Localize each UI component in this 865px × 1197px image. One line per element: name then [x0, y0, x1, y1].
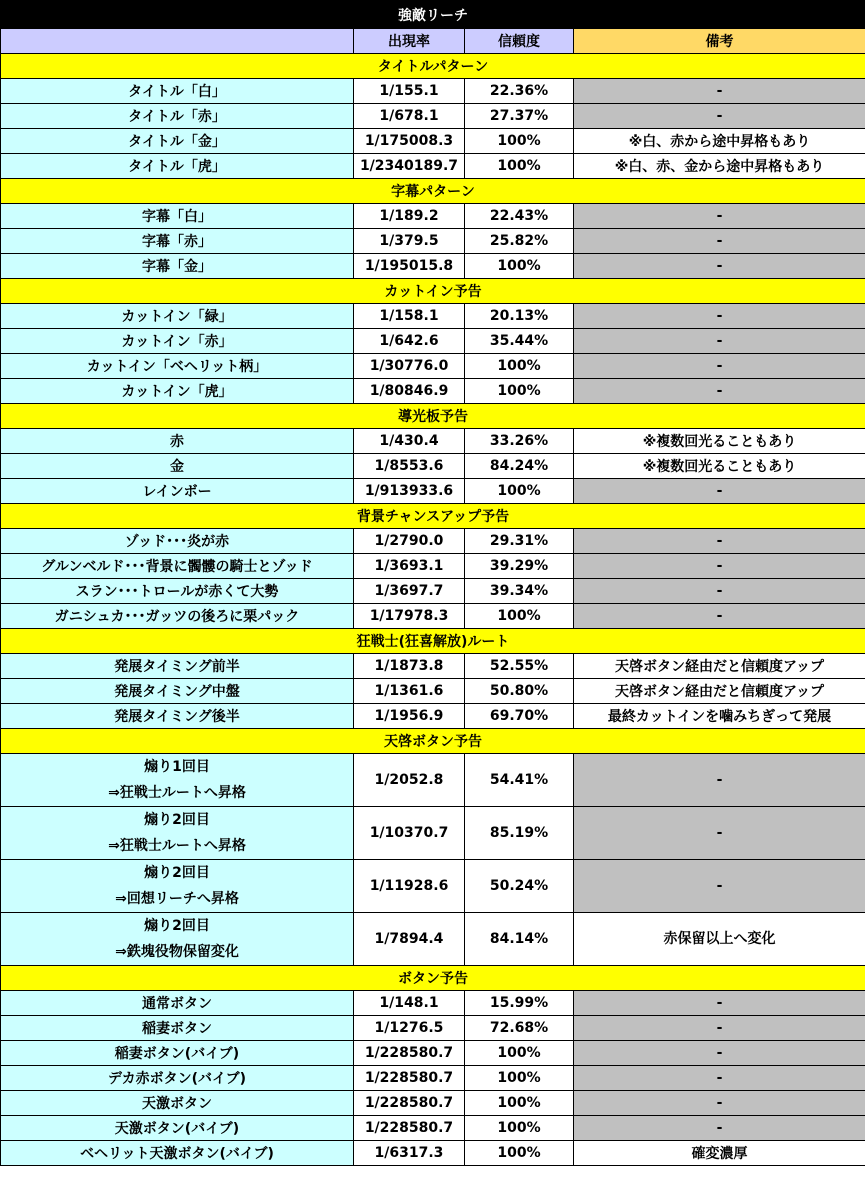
appearance-rate: 1/228580.7	[354, 1066, 465, 1091]
remarks: 最終カットインを噛みちぎって発展	[574, 704, 865, 729]
item-name	[1, 654, 354, 679]
item-name-line: 天激ボタン(バイブ)	[114, 1121, 240, 1137]
reliability: 84.14%	[465, 913, 574, 966]
item-name	[1, 254, 354, 279]
remarks: -	[574, 329, 865, 354]
remarks: -	[574, 807, 865, 860]
appearance-rate: 1/3693.1	[354, 554, 465, 579]
table-row	[1, 1116, 865, 1141]
section-title: 背景チャンスアップ予告	[1, 504, 865, 529]
item-name-line: 金	[170, 459, 184, 475]
header-memo: 備考	[574, 29, 865, 54]
item-name-line: ゾッド･･･炎が赤	[124, 534, 230, 550]
table-row	[1, 704, 865, 729]
reliability: 100%	[465, 379, 574, 404]
table-row	[1, 79, 865, 104]
remarks: -	[574, 754, 865, 807]
appearance-rate: 1/8553.6	[354, 454, 465, 479]
reliability: 100%	[465, 1041, 574, 1066]
item-name-line: 通常ボタン	[142, 996, 212, 1012]
reliability: 33.26%	[465, 429, 574, 454]
table-row	[1, 204, 865, 229]
item-name-line: タイトル「虎」	[128, 159, 226, 175]
item-name	[1, 1141, 354, 1166]
reliability: 22.43%	[465, 204, 574, 229]
reliability: 100%	[465, 1091, 574, 1116]
section-header-row	[1, 179, 865, 204]
remarks: -	[574, 1066, 865, 1091]
remarks: -	[574, 479, 865, 504]
remarks: ※白、赤、金から途中昇格もあり	[574, 154, 865, 179]
table-row	[1, 1141, 865, 1166]
reliability: 100%	[465, 1066, 574, 1091]
remarks: 天啓ボタン経由だと信頼度アップ	[574, 654, 865, 679]
item-name-line: 天激ボタン	[142, 1096, 212, 1112]
table-row	[1, 1091, 865, 1116]
header-rate: 出現率	[354, 29, 465, 54]
reliability: 100%	[465, 129, 574, 154]
section-header-row	[1, 54, 865, 79]
remarks: -	[574, 379, 865, 404]
item-name	[1, 304, 354, 329]
table-row	[1, 454, 865, 479]
remarks: 確変濃厚	[574, 1141, 865, 1166]
appearance-rate: 1/678.1	[354, 104, 465, 129]
remarks: -	[574, 104, 865, 129]
item-name-line: 字幕「金」	[142, 259, 212, 275]
remarks: -	[574, 1041, 865, 1066]
appearance-rate: 1/11928.6	[354, 860, 465, 913]
item-name-line: 煽り2回目	[144, 918, 210, 934]
item-name-line: ⇒狂戦士ルートへ昇格	[108, 838, 246, 854]
section-header-row	[1, 504, 865, 529]
table-row	[1, 860, 865, 913]
header-trust: 信頼度	[465, 29, 574, 54]
table-row	[1, 754, 865, 807]
remarks: -	[574, 354, 865, 379]
appearance-rate: 1/1873.8	[354, 654, 465, 679]
appearance-rate: 1/175008.3	[354, 129, 465, 154]
remarks: ※複数回光ることもあり	[574, 429, 865, 454]
appearance-rate: 1/17978.3	[354, 604, 465, 629]
item-name	[1, 479, 354, 504]
table-row	[1, 479, 865, 504]
item-name	[1, 154, 354, 179]
table-row	[1, 354, 865, 379]
item-name-line: カットイン「緑」	[121, 309, 233, 325]
item-name	[1, 429, 354, 454]
table-row	[1, 104, 865, 129]
appearance-rate: 1/189.2	[354, 204, 465, 229]
item-name-line: 発展タイミング中盤	[114, 684, 240, 700]
header-name	[1, 29, 354, 54]
item-name	[1, 229, 354, 254]
item-name-line: 字幕「赤」	[142, 234, 212, 250]
item-name-line: 発展タイミング前半	[114, 659, 240, 675]
table-row	[1, 579, 865, 604]
reliability: 100%	[465, 1141, 574, 1166]
item-name	[1, 704, 354, 729]
item-name	[1, 1116, 354, 1141]
section-title: 天啓ボタン予告	[1, 729, 865, 754]
item-name	[1, 379, 354, 404]
reliability: 100%	[465, 154, 574, 179]
table-row	[1, 1066, 865, 1091]
item-name-line: タイトル「白」	[128, 84, 226, 100]
reliability: 39.29%	[465, 554, 574, 579]
table-row	[1, 654, 865, 679]
table-row	[1, 329, 865, 354]
remarks: -	[574, 254, 865, 279]
remarks: 赤保留以上へ変化	[574, 913, 865, 966]
table-row	[1, 1016, 865, 1041]
item-name-line: カットイン「ベヘリット柄」	[86, 359, 268, 375]
section-header-row	[1, 404, 865, 429]
appearance-rate: 1/913933.6	[354, 479, 465, 504]
item-name-line: レインボー	[142, 484, 212, 500]
item-name-line: グルンベルド･･･背景に髑髏の騎士とゾッド	[41, 559, 313, 575]
item-name	[1, 1016, 354, 1041]
item-name-line: スラン･･･トロールが赤くて大勢	[75, 584, 279, 600]
item-name	[1, 129, 354, 154]
reliability: 20.13%	[465, 304, 574, 329]
item-name-line: 煽り2回目	[144, 812, 210, 828]
appearance-rate: 1/2790.0	[354, 529, 465, 554]
reliability: 72.68%	[465, 1016, 574, 1041]
item-name	[1, 991, 354, 1016]
appearance-rate: 1/379.5	[354, 229, 465, 254]
item-name-line: ベヘリット天激ボタン(バイブ)	[80, 1146, 274, 1162]
section-title: ボタン予告	[1, 966, 865, 991]
remarks: -	[574, 529, 865, 554]
item-name	[1, 329, 354, 354]
item-name	[1, 79, 354, 104]
item-name	[1, 913, 354, 966]
remarks: -	[574, 1091, 865, 1116]
appearance-rate: 1/195015.8	[354, 254, 465, 279]
item-name	[1, 579, 354, 604]
reliability: 100%	[465, 354, 574, 379]
reliability: 84.24%	[465, 454, 574, 479]
reliability: 100%	[465, 479, 574, 504]
item-name-line: 煽り2回目	[144, 865, 210, 881]
remarks: -	[574, 79, 865, 104]
appearance-rate: 1/30776.0	[354, 354, 465, 379]
remarks: -	[574, 604, 865, 629]
item-name	[1, 679, 354, 704]
reliability: 100%	[465, 254, 574, 279]
item-name-line: 字幕「白」	[142, 209, 212, 225]
item-name	[1, 754, 354, 807]
appearance-rate: 1/10370.7	[354, 807, 465, 860]
appearance-rate: 1/1276.5	[354, 1016, 465, 1041]
remarks: ※白、赤から途中昇格もあり	[574, 129, 865, 154]
table-row	[1, 554, 865, 579]
item-name-line: カットイン「赤」	[121, 334, 233, 350]
item-name	[1, 807, 354, 860]
appearance-rate: 1/1956.9	[354, 704, 465, 729]
appearance-rate: 1/2340189.7	[354, 154, 465, 179]
appearance-rate: 1/228580.7	[354, 1041, 465, 1066]
table-row	[1, 1041, 865, 1066]
section-header-row	[1, 279, 865, 304]
reliability: 22.36%	[465, 79, 574, 104]
reliability: 50.80%	[465, 679, 574, 704]
appearance-rate: 1/3697.7	[354, 579, 465, 604]
remarks: -	[574, 204, 865, 229]
table-row	[1, 229, 865, 254]
item-name-line: タイトル「赤」	[128, 109, 226, 125]
appearance-rate: 1/6317.3	[354, 1141, 465, 1166]
section-header-row	[1, 966, 865, 991]
item-name-line: タイトル「金」	[128, 134, 226, 150]
table-row	[1, 991, 865, 1016]
section-title: タイトルパターン	[1, 54, 865, 79]
remarks: -	[574, 860, 865, 913]
table-row	[1, 604, 865, 629]
item-name-line: デカ赤ボタン(バイブ)	[107, 1071, 247, 1087]
item-name	[1, 454, 354, 479]
appearance-rate: 1/228580.7	[354, 1116, 465, 1141]
item-name-line: 稲妻ボタン(バイブ)	[114, 1046, 240, 1062]
reliability: 15.99%	[465, 991, 574, 1016]
appearance-rate: 1/148.1	[354, 991, 465, 1016]
item-name-line: 煽り1回目	[144, 759, 210, 775]
appearance-rate: 1/80846.9	[354, 379, 465, 404]
remarks: -	[574, 1116, 865, 1141]
reliability: 50.24%	[465, 860, 574, 913]
item-name	[1, 529, 354, 554]
reliability: 52.55%	[465, 654, 574, 679]
item-name	[1, 104, 354, 129]
remarks: -	[574, 991, 865, 1016]
table-row	[1, 154, 865, 179]
appearance-rate: 1/7894.4	[354, 913, 465, 966]
table-row	[1, 304, 865, 329]
table-title-row	[1, 1, 865, 29]
table-row	[1, 679, 865, 704]
remarks: -	[574, 579, 865, 604]
table-row	[1, 129, 865, 154]
table-row	[1, 254, 865, 279]
section-title: カットイン予告	[1, 279, 865, 304]
table-row	[1, 379, 865, 404]
reliability: 39.34%	[465, 579, 574, 604]
reliability: 100%	[465, 1116, 574, 1141]
appearance-rate: 1/430.4	[354, 429, 465, 454]
appearance-rate: 1/642.6	[354, 329, 465, 354]
reliability: 69.70%	[465, 704, 574, 729]
remarks: -	[574, 304, 865, 329]
reliability: 35.44%	[465, 329, 574, 354]
item-name	[1, 1041, 354, 1066]
reliability: 100%	[465, 604, 574, 629]
item-name-line: ⇒鉄塊役物保留変化	[115, 944, 239, 960]
item-name-line: ⇒狂戦士ルートへ昇格	[108, 785, 246, 801]
table-row	[1, 807, 865, 860]
item-name	[1, 354, 354, 379]
section-title: 字幕パターン	[1, 179, 865, 204]
remarks: -	[574, 229, 865, 254]
section-header-row	[1, 629, 865, 654]
remarks: ※複数回光ることもあり	[574, 454, 865, 479]
item-name	[1, 1091, 354, 1116]
section-title: 導光板予告	[1, 404, 865, 429]
table-row	[1, 529, 865, 554]
item-name-line: 赤	[170, 434, 184, 450]
remarks: -	[574, 554, 865, 579]
table-title: 強敵リーチ	[1, 1, 865, 29]
table-header-row	[1, 29, 865, 54]
appearance-rate: 1/1361.6	[354, 679, 465, 704]
section-title: 狂戦士(狂喜解放)ルート	[1, 629, 865, 654]
appearance-rate: 1/158.1	[354, 304, 465, 329]
appearance-rate: 1/2052.8	[354, 754, 465, 807]
table-row	[1, 429, 865, 454]
section-header-row	[1, 729, 865, 754]
reliability: 85.19%	[465, 807, 574, 860]
item-name-line: ⇒回想リーチへ昇格	[115, 891, 239, 907]
item-name-line: 稲妻ボタン	[142, 1021, 212, 1037]
item-name	[1, 204, 354, 229]
table-row	[1, 913, 865, 966]
item-name-line: ガニシュカ･･･ガッツの後ろに栗パック	[54, 609, 300, 625]
reliability: 25.82%	[465, 229, 574, 254]
item-name	[1, 1066, 354, 1091]
item-name	[1, 604, 354, 629]
remarks: 天啓ボタン経由だと信頼度アップ	[574, 679, 865, 704]
reliability: 27.37%	[465, 104, 574, 129]
item-name	[1, 554, 354, 579]
item-name	[1, 860, 354, 913]
reliability: 54.41%	[465, 754, 574, 807]
remarks: -	[574, 1016, 865, 1041]
appearance-rate: 1/155.1	[354, 79, 465, 104]
reliability: 29.31%	[465, 529, 574, 554]
item-name-line: 発展タイミング後半	[114, 709, 240, 725]
item-name-line: カットイン「虎」	[121, 384, 233, 400]
appearance-rate: 1/228580.7	[354, 1091, 465, 1116]
